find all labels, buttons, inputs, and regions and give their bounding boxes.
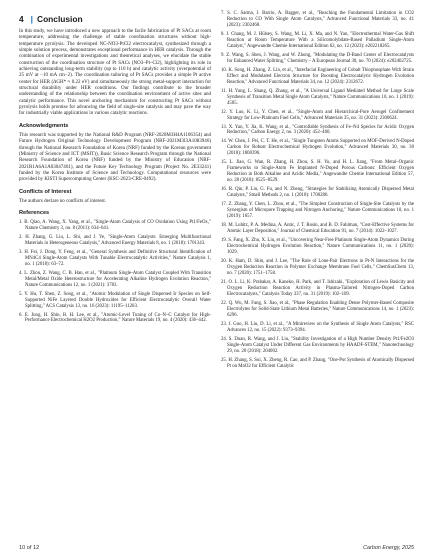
- reference-item: 16. R. Qin, P. Liu, G. Fu, and N. Zheng, "Strategies for Stabilizing Atomically Dispersed Metal Catalysts," Small Methods 2, no. 1 (2018): 1700286.: [221, 187, 414, 199]
- reference-item: 24. S. Duan, R. Wang, and J. Liu, "Stability Investigation of a High Number Density Pt1/Fe2O3 Single-Atom Catalyst Under Different Gas Environments by HAADF-STEM," Nanotechnology 29, no. 20 (2018): 204002.: [221, 336, 414, 354]
- acknowledgments-paragraph: This research was supported by the National R&D Program (NRF-2020M3H4A1106354) and Future Hydrogen Original Technology Development Program (NRF-2021M3I3A1083946) through the National Research Foundation of Korea (NRF) funded by the Korean government (Ministry of Science and ICT (MSIT)), Basic Science Research Program through the National Research Foundation of Korea (NRF) funded by the Ministry of Education (NRF-2021R1A6A1A03047461), and the Future Key Technology Program (Project No. 2E33241) funded by the Korea Institute of Science and Technology. Computational resources were provided by KISTI Supercomputing Center (KSC-2023-CRE-0492).: [19, 132, 211, 183]
- reference-item: 15. L. Jiao, G. Wan, R. Zhang, H. Zhou, S. H. Yu, and H. L. Jiang, "From Metal–Organic Frameworks to Single-Atom Fe Implanted N-Doped Porous Carbons: Efficient Oxygen Reduction in Both Alkaline and Acidic Media," Angewandte Chemie International Edition 57, no. 28 (2018): 8525–8529.: [221, 160, 414, 184]
- reference-item: 20. K. Ham, D. Shin, and J. Lee, "The Role of Lone-Pair Electrons in Pt-N Interactions for the Oxygen Reduction Reaction in Polymer Exchange Membrane Fuel Cells," ChemSusChem 13, no. 7 (2020): 1751–1758.: [221, 258, 414, 276]
- section-number: 4: [19, 14, 24, 24]
- reference-item: 3. H. Fei, J. Dong, Y. Feng, et al., "General Synthesis and Definitive Structural Identification of MN4C4 Single-Atom Catalysts With Tunable Electrocatalytic Activities," Nature Catalysis 1, no. 1 (2018): 63–72.: [19, 249, 211, 267]
- reference-item: 6. E. Jung, H. Shin, B. H. Lee, et al., "Atomic-Level Tuning of Co–N–C Catalyst for High-Performance Electrochemical H2O2 Production," Nature Materials 19, no. 4 (2020): 436–442.: [19, 312, 211, 324]
- reference-item: 7. S. C. Sarma, J. Barrio, A. Bagger, et al., "Reaching the Fundamental Limitation in CO2 Reduction to CO With Single Atom Catalysts," Advanced Functional Materials 33, no. 41 (2023): 2302468.: [221, 11, 414, 28]
- page-number: 10 of 12: [19, 545, 40, 551]
- acknowledgments-heading: Acknowledgments: [19, 122, 69, 129]
- reference-item: 23. J. Guo, H. Liu, D. Li, et al., "A Minireview on the Synthesis of Single Atom Catalysts," RSC Advances 12, no. 15 (2022): 9373–9394.: [221, 321, 414, 333]
- reference-item: 1. B. Qiao, A. Wang, X. Yang, et al., "Single-Atom Catalysis of CO Oxidation Using Pt1/FeOx," Nature Chemistry 3, no. 8 (2011): 634–641.: [19, 219, 211, 231]
- journal-name: Carbon Energy, 2025: [363, 545, 414, 551]
- reference-item: 25. H. Zhang, S. Sui, X. Zheng, R. Cao, and P. Zhang, "One-Pot Synthesis of Atomically Dispersed Pt on MnO2 for Efficient Catalytic: [221, 357, 414, 369]
- conflicts-paragraph: The authors declare no conflicts of interest.: [19, 198, 107, 204]
- references-list-right: [221, 11, 414, 369]
- reference-item: 5. Y. Hu, T. Shen, Z. Song, et al., "Atomic Modulation of Single Dispersed Ir Species on Self-Supported NiFe Layered Double Hydroxides for Efficient Electrocatalytic Overall Water Splitting," ACS Catalysis 13, no. 16 (2023): 11195–11203.: [19, 291, 211, 309]
- reference-item: 9. Z. Wang, S. Shen, J. Wang, and W. Zhong, "Modulating the D-Band Center of Electrocatalysts for Enhanced Water Splitting," Chemistry – A European Journal 30, no. 70 (2024): e202402725.: [221, 52, 414, 64]
- reference-item: 8. J. Chang, M. J. Hülsey, S. Wang, M. Li, X. Ma, and N. Yan, "Electrothermal Water-Gas Shift Reaction at Room Temperature With a Silicomolybdate-Based Palladium Single-Atom Catalyst," Angewandte Chemie International Edition 62, no. 12 (2023): e202218265.: [221, 31, 414, 49]
- right-column: [221, 11, 414, 373]
- reference-item: 19. S. Fang, X. Zhu, X. Liu, et al., "Uncovering Near-Free Platinum Single-Atom Dynamics During Electrochemical Hydrogen Evolution Reaction," Nature Communications 11, no. 1 (2020): 1029.: [221, 238, 414, 255]
- conflicts-heading: Conflicts of Interest: [19, 188, 72, 195]
- section-heading: [19, 14, 211, 24]
- reference-item: 18. M. Lubitz, P. A. Medina, A. Antic, J. T. Rosin, and B. D. Fahlman, "Cost-Effective Systems for Atomic Layer Deposition," Journal of Chemical Education 91, no. 7 (2014): 1022–1027.: [221, 223, 414, 235]
- section-title: Conclusion: [37, 14, 83, 24]
- reference-item: 17. Z. Zhang, Y. Chen, L. Zhou, et al., "The Simplest Construction of Single-Site Catalysts by the Synergism of Micropore Trapping and Nitrogen Anchoring," Nature Communications 10, no. 1 (2019): 1657.: [221, 202, 414, 220]
- left-column: [19, 14, 211, 327]
- reference-item: 14. W. Chen, J. Pei, C. T. He, et al., "Single Tungsten Atoms Supported on MOF-Derived N-Doped Carbon for Robust Electrochemical Hydrogen Evolution," Advanced Materials 30, no. 30 (2018): 1800396.: [221, 139, 414, 157]
- references-heading: References: [19, 209, 50, 216]
- reference-item: 22. Q. Wu, M. Fang, S. Jiao, et al., "Phase Regulation Enabling Dense Polymer-Based Composite Electrolytes for Solid-State Lithium Metal Batteries," Nature Communications 14, no. 1 (2023): 6296.: [221, 300, 414, 318]
- reference-item: 12. Y. Luo, K. Li, Y. Chen, et al., "Single-Atom and Hierarchical-Pore Aerogel Confinement Strategy for Low-Platinum Fuel Cells," Advanced Materials 35, no. 31 (2023): 2300624.: [221, 109, 414, 121]
- reference-item: 2. H. Zhang, G. Liu, L. Shi, and J. Ye, "Single-Atom Catalysts: Emerging Multifunctional Materials in Heterogeneous Catalysis," Advanced Energy Materials 8, no. 1 (2018): 1701343.: [19, 234, 211, 246]
- reference-item: 11. H. Yang, L. Shang, Q. Zhang, et al., "A Universal Ligand Mediated Method for Large Scale Synthesis of Transition Metal Single Atom Catalysts," Nature Communications 10, no. 1 (2019): 4585.: [221, 88, 414, 106]
- reference-item: 10. K. Song, H. Zhang, Z. Lin, et al., "Interfacial Engineering of Cobalt Thiophosphate With Strain Effect and Modulated Electron Structure for Boosting Electrocatalytic Hydrogen Evolution Reaction," Advanced Functional Materials 34, no. 12 (2024): 2312672.: [221, 67, 414, 85]
- reference-item: 21. O. L. Li, K. Prabakar, A. Kaneko, H. Park, and T. Ishizaki, "Exploration of Lewis Basicity and Oxygen Reduction Reaction Activity in Plasma-Tailored Nitrogen-Doped Carbon Electrocatalysts," Catalysis Today 337, no. 31 (2019): 102–109.: [221, 279, 414, 297]
- reference-item: 4. L. Zhou, Z. Wang, C. B. Han, et al., "Platinum Single-Atom Catalyst Coupled With Transition Metal/Metal Oxide Heterostructure for Accelerating Alkaline Hydrogen Evolution Reaction," Nature Communications 12, no. 1 (2021): 3783.: [19, 270, 211, 288]
- section-separator: |: [30, 14, 34, 24]
- references-list-left: [19, 220, 211, 325]
- conclusion-paragraph: In this study, we have introduced a new approach to the facile fabrication of Pt SACs at room temperature, addressing the challenge of stable coordination structures without high-temperature pyrolysis. The developed NC-NO3-PtCl2 electrocatalyst, synthesized through a simple solution process, demonstrates exceptional performance in HER catalysis. Through the combination of experimental investigations and theoretical analyses, we elucidate the stable construction of the coordination structure of Pt SACs (NO3–Pt–Cl2), highlighting its role in achieving outstanding long-term stability (up to 110 h) and catalytic activity (overpotential of 25 mV at −10 mA cm−2). The coordination tailoring of Pt SACs provides a simple Pt active center for HER (ΔGH* ≈ 0.22 eV) and simultaneously the strong metal-support interaction for structural durability under HER conditions. Our findings contribute to the broader understanding of the relationship between the coordination environment of active sites and catalytic performance. This novel anchoring mechanism for constructing Pt SACs without pyrolysis holds promise for advancing the field of single-site catalysis and may pave the way for industrially viable applications in various catalytic reactions.: [19, 29, 211, 117]
- reference-item: 13. X. Yan, Y. Jia, K. Wang, et al., "Controllable Synthesis of Fe–N4 Species for Acidic Oxygen Reduction," Carbon Energy 2, no. 3 (2020): 452–460.: [221, 124, 414, 136]
